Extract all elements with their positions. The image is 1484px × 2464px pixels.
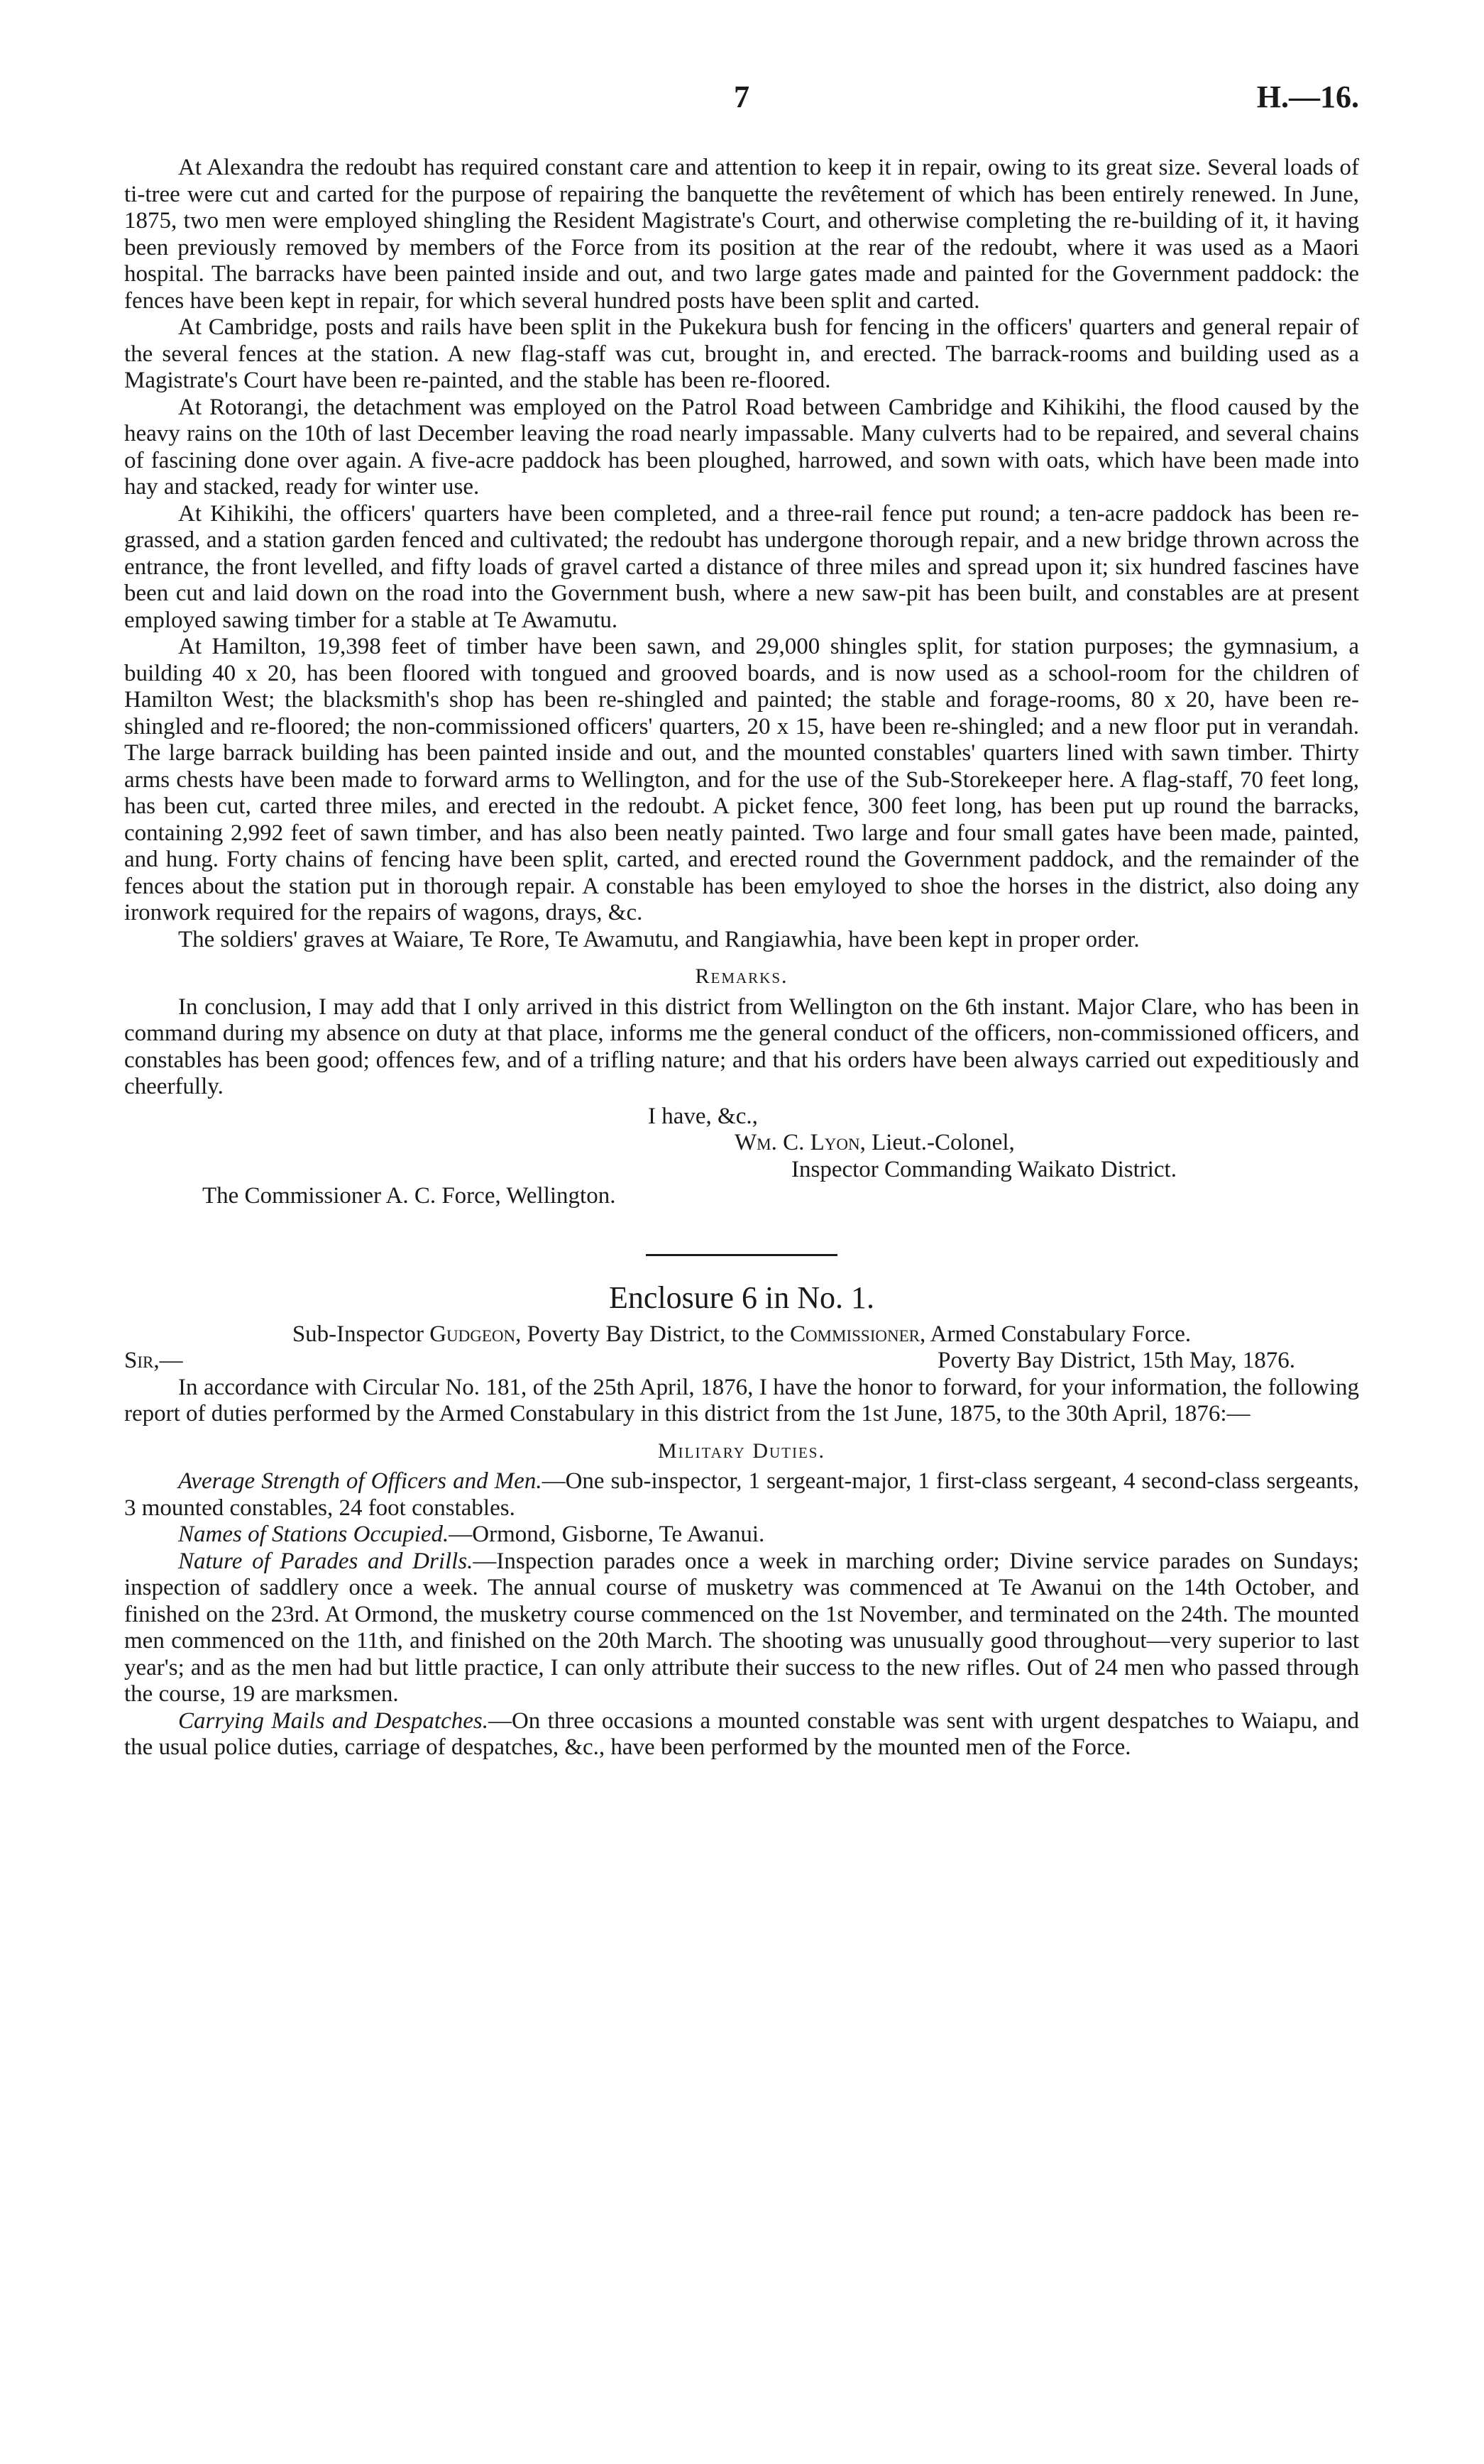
- signatory-line: [124, 1130, 1359, 1157]
- duty-item-label: Average Strength of Officers and Men.: [178, 1468, 542, 1494]
- document-reference: H.—16.: [1256, 79, 1359, 114]
- duty-item-text: —On three occasions a mounted constable was sent with urgent despatches to Waiapu, and the usual police duties, carriage of despatches, &c., have been performed by the mounted men of the Force.: [124, 1707, 1359, 1760]
- paragraph-rotorangi: At Rotorangi, the detachment was employed on the Patrol Road between Cambridge and Kihikihi, the flood caused by the heavy rains on the 10th of last December leaving the road nearly impassable. Many culverts had to be repaired, and several chains of fascining done over again. A five-acre paddock has been ploughed, harrowed, and sown with oats, which have been made into hay and stacked, ready for winter use.: [124, 394, 1359, 500]
- remarks-paragraph: In conclusion, I may add that I only arrived in this district from Wellington on the 6th instant. Major Clare, who has been in command during my absence on duty at that place, informs me the general conduct of the officers, non-commissioned officers, and constables has been good; offences few, and of a trifling nature; and that his orders have been always carried out expeditiously and cheerfully.: [124, 994, 1359, 1099]
- paragraph-cambridge: At Cambridge, posts and rails have been split in the Pukekura bush for fencing in the officers' quarters and general repair of the several fences at the station. A new flag-staff was cut, brought in, and erected. The barrack-rooms and building used as a Magistrate's Court have been re-painted, and the stable has been re-floored.: [124, 314, 1359, 393]
- paragraph-kihikihi: At Kihikihi, the officers' quarters have been completed, and a three-rail fence put round; a ten-acre paddock has been re-grassed, and a station garden fenced and cultivated; the redoubt has undergone thorough repair, and a new bridge thrown across the entrance, the front levelled, and fifty loads of gravel carted a distance of three miles and spread upon it; six hundred fascines have been cut and laid down on the road into the Government bush, where a new saw-pit has been built, and constables are at present employed sawing timber for a stable at Te Awamutu.: [124, 500, 1359, 633]
- report-body: [124, 155, 1359, 953]
- duty-item-text: —Ormond, Gisborne, Te Awanui.: [449, 1522, 765, 1547]
- duty-item-label: Nature of Parades and Drills.: [178, 1548, 473, 1574]
- letter-date: Poverty Bay District, 15th May, 1876.: [938, 1348, 1295, 1373]
- duty-item-text: —Inspection parades once a week in marching order; Divine service parades on Sundays; inspection of saddlery once a week. The annual course of musketry was commenced at Te Awanui on the 14th October, and finished on the 23rd. At Ormond, the musketry course commenced on the 1st November, and terminated on the 24th. The mounted men commenced on the 11th, and finished on the 20th March. The shooting was unusually good throughout—very superior to last year's; and as the men had but little practice, I can only attribute their success to the new rifles. Out of 24 men who passed through the course, 19 are marksmen.: [124, 1548, 1359, 1707]
- salutation: Sir,—: [124, 1348, 183, 1373]
- duty-item-label: Carrying Mails and Despatches.: [178, 1707, 488, 1734]
- addressee-line: The Commissioner A. C. Force, Wellington.: [202, 1183, 616, 1209]
- enclosure-subtitle: [124, 1321, 1359, 1348]
- duty-item-text: —One sub-inspector, 1 sergeant-major, 1 first-class sergeant, 4 second-class sergeants, 3 mounted constables, 24 foot constables.: [124, 1468, 1359, 1521]
- duty-item: [124, 1468, 1359, 1522]
- military-duties-heading: Military Duties.: [658, 1439, 825, 1463]
- closing-line: I have, &c.,: [648, 1103, 758, 1129]
- enclosure-intro: In accordance with Circular No. 181, of the 25th April, 1876, I have the honor to forward, for your information, the following report of duties performed by the Armed Constabulary in this district from the 1st June, 1875, to the 30th April, 1876:—: [124, 1374, 1359, 1426]
- paragraph-alexandra: At Alexandra the redoubt has required constant care and attention to keep it in repair, owing to its great size. Several loads of ti-tree were cut and carted for the purpose of repairing the banquette the revêtement of which has been entirely renewed. In June, 1875, two men were employed shingling the Resident Magistrate's Court, and otherwise completing the re-building of it, it having been previously removed by members of the Force from its position at the rear of the redoubt, where it was used as a Maori hospital. The barracks have been painted inside and out, and two large gates made and painted for the Government paddock: the fences have been kept in repair, for which several hundred posts have been split and carted.: [124, 155, 1359, 314]
- duty-item: [124, 1708, 1359, 1761]
- enclosure-title: Enclosure 6 in No. 1.: [609, 1280, 874, 1315]
- subtitle-prefix: Sub-Inspector: [292, 1321, 430, 1347]
- page-header: [124, 79, 1359, 126]
- document-page: [124, 79, 1359, 1761]
- subtitle-sender-name: Gudgeon: [429, 1321, 516, 1347]
- duty-item: [124, 1522, 1359, 1549]
- subtitle-middle: , Poverty Bay District, to the: [515, 1321, 790, 1347]
- salutation-row: [124, 1348, 1359, 1375]
- signatory-name: Wm. C. Lyon: [735, 1130, 860, 1155]
- signatory-rank: , Lieut.-Colonel,: [859, 1130, 1015, 1155]
- signatory-title: Inspector Commanding Waikato District.: [791, 1156, 1177, 1182]
- paragraph-hamilton: At Hamilton, 19,398 feet of timber have been sawn, and 29,000 shingles split, for station purposes; the gymnasium, a building 40 x 20, has been floored with tongued and grooved boards, and is now used as a school-room for the children of Hamilton West; the blacksmith's shop has been re-shingled and painted; the stable and forage-rooms, 80 x 20, have been re-shingled and re-floored; the non-commissioned officers' quarters, 20 x 15, have been re-shingled; and a new floor put in verandah. The large barrack building has been painted inside and out, and the mounted constables' quarters lined with sawn timber. Thirty arms chests have been made to forward arms to Wellington, and for the use of the Sub-Storekeeper here. A flag-staff, 70 feet long, has been cut, carted three miles, and erected in the redoubt. A picket fence, 300 feet long, has been put up round the barracks, containing 2,992 feet of sawn timber, and has also been neatly painted. Two large and four small gates have been made, painted, and hung. Forty chains of fencing have been split, carted, and erected round the Government paddock, and the remainder of the fences about the station put in thorough repair. A constable has been emyloyed to shoe the horses in the district, also doing any ironwork required for the repairs of wagons, drays, &c.: [124, 634, 1359, 925]
- subtitle-recipient: Commissioner: [789, 1321, 920, 1347]
- subtitle-suffix: , Armed Constabulary Force.: [919, 1321, 1192, 1347]
- remarks-heading: Remarks.: [695, 964, 788, 988]
- paragraph-graves: The soldiers' graves at Waiare, Te Rore, Te Awamutu, and Rangiawhia, have been kept in proper order.: [178, 926, 1140, 952]
- page-number: 7: [734, 79, 749, 114]
- section-divider: [646, 1254, 837, 1256]
- signature-block: [124, 1104, 1359, 1210]
- duty-item-label: Names of Stations Occupied.: [178, 1522, 449, 1547]
- duty-item: [124, 1549, 1359, 1708]
